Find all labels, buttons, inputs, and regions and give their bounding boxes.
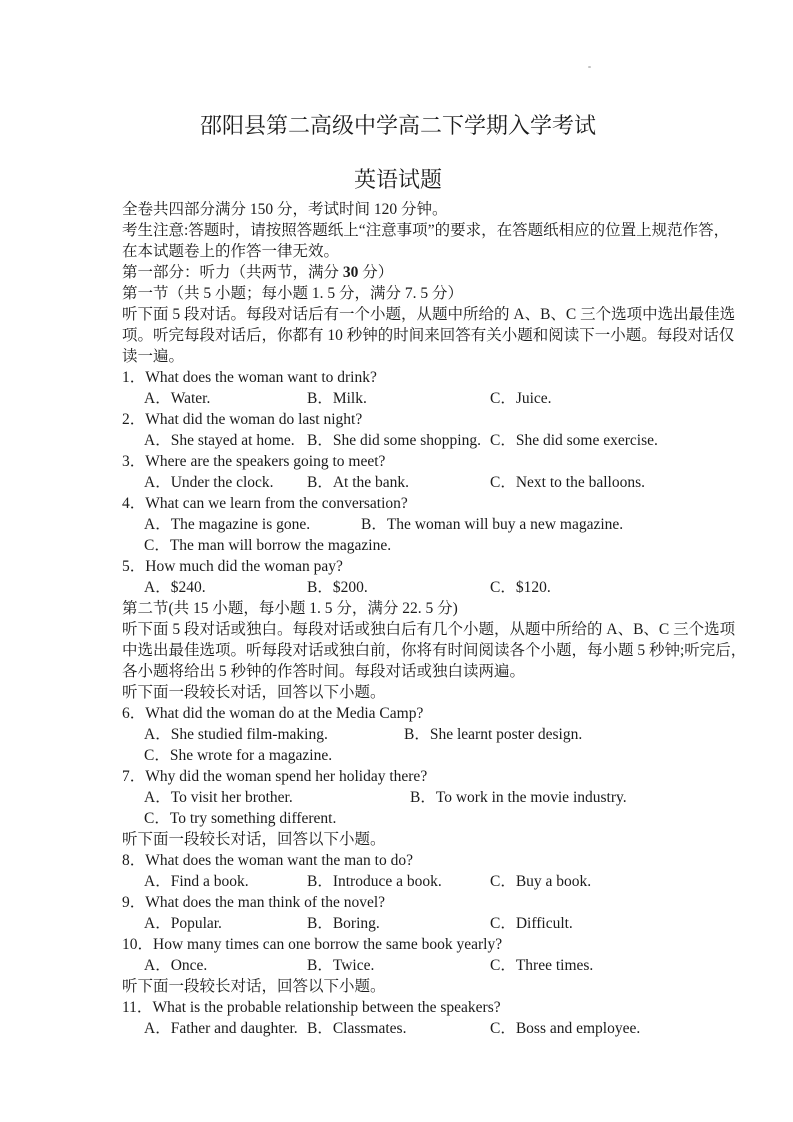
question-1: [122, 367, 674, 388]
question-5-number: 5．: [122, 558, 146, 575]
question-7-option-c: C．To try something different.: [144, 810, 337, 827]
question-2-option-c: C．She did some exercise.: [490, 432, 658, 449]
listening-hint-1: 听下面一段较长对话，回答以下小题。: [122, 684, 386, 701]
question-6-text: What did the woman do at the Media Camp?: [145, 705, 424, 722]
part1-heading-score: 30: [342, 264, 359, 281]
part1-heading: [122, 262, 674, 283]
question-4-option-b: B．The woman will buy a new magazine.: [361, 516, 624, 533]
question-2-option-b: B．She did some shopping.: [307, 432, 481, 449]
question-1-option-b: B．Milk.: [307, 390, 367, 407]
question-3: [122, 451, 674, 472]
question-8-option-b: B．Introduce a book.: [307, 873, 442, 890]
question-10-option-c: C．Three times.: [490, 957, 594, 974]
question-2-number: 2．: [122, 411, 146, 428]
question-8-text: What does the woman want the man to do?: [145, 852, 413, 869]
question-8-option-c: C．Buy a book.: [490, 873, 592, 890]
question-6-option-c: C．She wrote for a magazine.: [144, 747, 333, 764]
question-6-options-row1: [122, 724, 674, 745]
question-11-option-b: B．Classmates.: [307, 1020, 407, 1037]
question-9-number: 9．: [122, 894, 146, 911]
question-8-options: [122, 871, 674, 892]
scan-artifact-dot: [588, 66, 591, 68]
section1-heading: 第一节（共 5 小题；每小题 1. 5 分，满分 7. 5 分）: [122, 285, 464, 302]
question-4-option-c: C．The man will borrow the magazine.: [144, 537, 392, 554]
question-11-option-c: C．Boss and employee.: [490, 1020, 641, 1037]
question-7: [122, 766, 674, 787]
exam-title: 邵阳县第二高级中学高二下学期入学考试: [199, 113, 596, 138]
section2-heading: 第二节(共 15 小题，每小题 1. 5 分，满分 22. 5 分): [122, 600, 458, 617]
section2-instruction-2: 中选出最佳选项。听每段对话或独白前，你将有时间阅读各个小题，每小题 5 秒钟;听完后，: [122, 642, 747, 659]
question-4: [122, 493, 674, 514]
question-3-number: 3．: [122, 453, 146, 470]
question-5-option-c: C．$120.: [490, 579, 551, 596]
question-7-options-row1: [122, 787, 674, 808]
question-11-text: What is the probable relationship between the speakers?: [152, 999, 501, 1016]
question-9-option-b: B．Boring.: [307, 915, 380, 932]
question-6: [122, 703, 674, 724]
question-5-option-a: A．$240.: [144, 579, 206, 596]
question-10: [122, 934, 674, 955]
question-10-options: [122, 955, 674, 976]
question-4-options-row1: [122, 514, 674, 535]
question-2-option-a: A．She stayed at home.: [144, 432, 295, 449]
question-11-option-a: A．Father and daughter.: [144, 1020, 298, 1037]
question-6-option-a: A．She studied film-making.: [144, 726, 328, 743]
question-9-option-a: A．Popular.: [144, 915, 222, 932]
question-10-text: How many times can one borrow the same book yearly?: [153, 936, 503, 953]
paper-subject-title: 英语试题: [353, 167, 442, 192]
question-9-options: [122, 913, 674, 934]
question-9-option-c: C．Difficult.: [490, 915, 573, 932]
question-11: [122, 997, 674, 1018]
listening-hint-3: 听下面一段较长对话，回答以下小题。: [122, 978, 386, 995]
question-2-options: [122, 430, 674, 451]
question-4-option-a: A．The magazine is gone.: [144, 516, 311, 533]
question-1-number: 1．: [122, 369, 146, 386]
question-3-text: Where are the speakers going to meet?: [145, 453, 386, 470]
section1-instruction-1: 听下面 5 段对话。每段对话后有一个小题，从题中所给的 A、B、C 三个选项中选出最佳选: [122, 306, 736, 323]
question-5-option-b: B．$200.: [307, 579, 368, 596]
question-8: [122, 850, 674, 871]
question-1-option-a: A．Water.: [144, 390, 211, 407]
section2-instruction-3: 各小题将给出 5 秒钟的作答时间。每段对话或独白读两遍。: [122, 663, 526, 680]
question-10-number: 10．: [122, 936, 154, 953]
question-8-option-a: A．Find a book.: [144, 873, 249, 890]
question-2-text: What did the woman do last night?: [145, 411, 363, 428]
intro-line-1: 全卷共四部分满分 150 分，考试时间 120 分钟。: [122, 201, 448, 218]
question-7-option-a: A．To visit her brother.: [144, 789, 293, 806]
question-6-option-b: B．She learnt poster design.: [404, 726, 583, 743]
section1-instruction-3: 读一遍。: [122, 348, 185, 365]
question-1-text: What does the woman want to drink?: [145, 369, 377, 386]
part1-heading-suffix: 分）: [358, 264, 394, 281]
question-3-option-c: C．Next to the balloons.: [490, 474, 645, 491]
question-7-option-b: B．To work in the movie industry.: [410, 789, 627, 806]
question-11-number: 11．: [122, 999, 153, 1016]
question-3-option-a: A．Under the clock.: [144, 474, 274, 491]
question-11-options: [122, 1018, 674, 1039]
section1-instruction-2: 项。听完每段对话后，你都有 10 秒钟的时间来回答有关小题和阅读下一小题。每段对话仅: [122, 327, 735, 344]
question-3-options: [122, 472, 674, 493]
question-1-options: [122, 388, 674, 409]
question-5-options: [122, 577, 674, 598]
question-5: [122, 556, 674, 577]
intro-line-3: 在本试题卷上的作答一律无效。: [122, 243, 340, 260]
part1-heading-prefix: 第一部分：听力（共两节，满分: [122, 264, 343, 281]
question-7-number: 7．: [122, 768, 146, 785]
question-4-number: 4．: [122, 495, 146, 512]
question-1-option-c: C．Juice.: [490, 390, 552, 407]
intro-line-2: 考生注意:答题时，请按照答题纸上“注意事项”的要求，在答题纸相应的位置上规范作答，: [122, 222, 730, 239]
question-8-number: 8．: [122, 852, 146, 869]
question-3-option-b: B．At the bank.: [307, 474, 410, 491]
question-4-text: What can we learn from the conversation?: [145, 495, 408, 512]
listening-hint-2: 听下面一段较长对话，回答以下小题。: [122, 831, 386, 848]
question-10-option-b: B．Twice.: [307, 957, 375, 974]
section2-instruction-1: 听下面 5 段对话或独白。每段对话或独白后有几个小题，从题中所给的 A、B、C 三个选项: [122, 621, 736, 638]
question-10-option-a: A．Once.: [144, 957, 208, 974]
question-2: [122, 409, 674, 430]
question-9-text: What does the man think of the novel?: [145, 894, 386, 911]
question-7-text: Why did the woman spend her holiday there?: [145, 768, 428, 785]
question-5-text: How much did the woman pay?: [145, 558, 343, 575]
question-9: [122, 892, 674, 913]
question-6-number: 6．: [122, 705, 146, 722]
paper-body: [122, 199, 747, 1039]
